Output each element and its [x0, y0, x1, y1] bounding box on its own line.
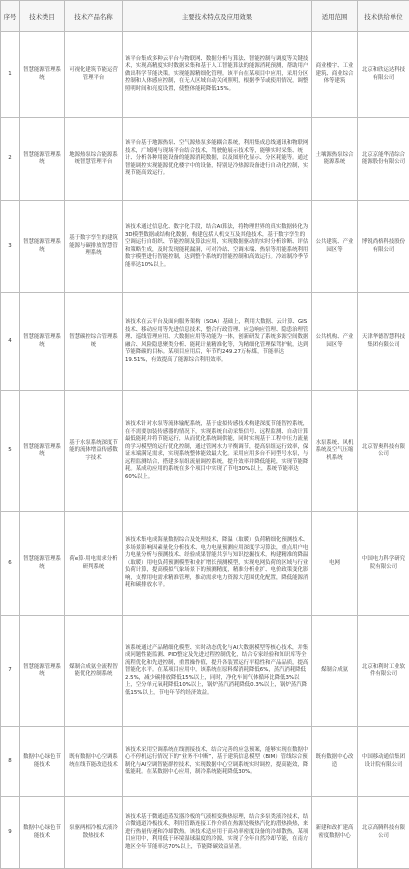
table-row — [1, 797, 409, 869]
table-row — [1, 616, 409, 727]
row-num: 3 — [1, 201, 20, 293]
row-features: 该技术采用空调系统在线割接技术，结合完善的应急预案，能够实现在数据中心不停机运行情况下的“业务不中断”，基于建筑信息模型（BIM）管线综合预制化与AI空调智能群控技术，实现数据中心空调系统实时调控，提高能效，降低能耗。在某数据中心应用，制冷系统能耗降低30%。 — [123, 727, 312, 797]
row-num: 9 — [1, 797, 20, 869]
row-scope: 水泵系统、风机系统及空气压缩机系统 — [312, 391, 358, 512]
row-unit: 北京和欣运达科技有限公司 — [358, 32, 409, 118]
row-num: 8 — [1, 727, 20, 797]
header-category: 技术类目 — [20, 1, 65, 32]
row-unit: 博锐尚格科技股份有限公司 — [358, 201, 409, 293]
row-scope: 公共机构、产业园区等 — [312, 293, 358, 391]
row-scope: 既有数据中心改造 — [312, 727, 358, 797]
row-unit: 北京高腾科技有限公司 — [358, 797, 409, 869]
row-num: 7 — [1, 616, 20, 727]
row-features: 该系统通过产品精细化模型、实时动态优化与AI大数据模型等核心技术，并集成问题性能监测、PID整定及先进过程控制优化，结合专家经验和知识库等全流程优化和先进控制，重置操作值，提升各装置运行平稳性和产品品质，提高智能化水平。在某项目应用中，该系统在原料煤消耗降低6%，蒸汽消耗降低2.5%，减少碳排放降低15%以上，同时，净化车间气体循环比降低3%以上，空分单元氧耗降低10%以上，锅炉蒸汽消耗降低0.3%以上，锅炉蒸汽降低15%以上，节电年节约经济效益。 — [123, 616, 312, 727]
row-category: 数据中心绿色节能技术 — [20, 797, 65, 869]
row-scope: 公共建筑、产业园区等 — [312, 201, 358, 293]
row-scope: 新建和改扩建高密度数据中心 — [312, 797, 358, 869]
row-num: 1 — [1, 32, 20, 118]
row-product-name: 泵驱两相冷板式液冷散热技术 — [65, 797, 123, 869]
row-num: 4 — [1, 293, 20, 391]
row-category: 智慧能源管理系统 — [20, 293, 65, 391]
row-unit: 北京和利时工业软件有限公司 — [358, 616, 409, 727]
row-scope: 电网 — [312, 512, 358, 616]
row-num: 6 — [1, 512, 20, 616]
table-header-row — [1, 1, 409, 32]
row-features: 该技术通过信息化、数字化手段，结合AI算法，将物理世界的真实数据转化为3D模型数据或结构化数据，构建包括人机交互及其他技术，基于数字孪生的空调运行自组织、节能控制及算法应用，实现数据驱动的实时分析诊断、评估和策略生成，及时发现能耗漏洞，可对冷站、空调末端、热泵等用能系统利用数字模型进行智能控制，达到整个系统的智能控制和高效运行。冷站制冷季节能率达10%以上。 — [123, 201, 312, 293]
header-num: 序号 — [1, 1, 20, 32]
row-category: 数据中心绿色节能技术 — [20, 727, 65, 797]
row-category: 智慧能源管理系统 — [20, 616, 65, 727]
row-unit: 天津华德智慧科技集团有限公司 — [358, 293, 409, 391]
row-features: 该技术基于微通道蒸发器冷板的气液相变换热原理，结合多泵类液冷技术，结合微通道冷板技术，利用管路连接工作介质在热源处吸热汽化的潜热换热，来进行热量传递和冷却散热。该技术适应用于高功率密度设备的冷却散热，某项目应用中，利用低于环境湿球温度的冷源，实现了全年自然冷却节能，在南方地区全年节能率达70%以上，节能降碳效益显著。 — [123, 797, 312, 869]
row-scope: 煤制合成氨 — [312, 616, 358, 727]
table-row — [1, 32, 409, 118]
table-row — [1, 391, 409, 512]
row-num: 2 — [1, 118, 20, 201]
row-unit: 中国移动通信集团设计院有限公司 — [358, 727, 409, 797]
row-features: 该技术集电成海量数据综合及处理技术，降温（取暖）负荷精细化预测技术、多场景影响因素量化分析技术、电力电量预测应用深度学习算法，重点用户电力电量分析与预测技术、经验成果智能共享与知识挖掘技术，构建精准的降温（取暖）用电负荷预测模型和业扩增长预测模型，实现电网负荷的区域与行业负荷计算，提高模拟气象场景下的预测精度，精准分析业扩、电价政策变化影响，支撑用电需求精准管理，推动需求电力资源大范围优化配置，降低能源消耗和碳排放水平。 — [123, 512, 312, 616]
row-category: 智慧能源管理系统 — [20, 201, 65, 293]
table-row — [1, 118, 409, 201]
row-product-name: 地源热泵综合能源系统智慧管理平台 — [65, 118, 123, 201]
row-scope: 土壤源热泵综合能源系统 — [312, 118, 358, 201]
row-category: 智慧能源管理系统 — [20, 118, 65, 201]
row-features: 该技术针对水泵等流体输配系统，基于虚拟传感技术构建深度节能智控系统，在不需要加装传感器的情况下，实现系统自动采集信号、远程监测、自动计算最低能耗并将节能运行，从而优化系统调供能，同时实现基于工程中压力流量的学习模型的运行优化控制，通过管网水力平衡调节，提高泵组运行效率，保证末端满足需求，实现系统整体能效最大化。采用应用多台不同型号水泵，与远程监测结合，搭建多泵组流量调控系统，提升效率并降低能耗，实现节能降耗。某成功应用的系统在多个项目中实现了节电30%以上，系统节能率达60%以上。 — [123, 391, 312, 512]
row-features: 该平台基于地源热泵、空气源热泵多能耦合系统，利用集成总线通讯和物联网技术，广域网与现场平台结合技术，驾驶舱展示技术等，能够实时采集、统计、分析各种用能设备的能源消耗数据，以及图形化显示、分区耗能等。通过智能调控实现能源优化楼宇中的设备，特别是冷热源设备进行自动化控制，实现节能高效运行。 — [123, 118, 312, 201]
row-product-name: 煤制合成氨全流程智能优化控制系统 — [65, 616, 123, 727]
header-unit: 技术供给单位 — [358, 1, 409, 32]
table-row — [1, 201, 409, 293]
row-category: 智慧能源管理系统 — [20, 391, 65, 512]
row-product-name: 可视化建筑节能运营管理平台 — [65, 32, 123, 118]
row-category: 智慧能源管理系统 — [20, 512, 65, 616]
table-row — [1, 727, 409, 797]
table-row — [1, 512, 409, 616]
row-unit: 中国电力科学研究院有限公司 — [358, 512, 409, 616]
table-row — [1, 293, 409, 391]
header-features: 主要技术特点及应用效果 — [123, 1, 312, 32]
row-unit: 北京京能华清综合能源股份有限公司 — [358, 118, 409, 201]
row-product-name: 智慧碳控综合管理系统 — [65, 293, 123, 391]
row-features: 该技术在云平台及面向服务架构（SOA）基础上，利用大数据、云计算、GIS技术、移动应用等先进信息技术，整合行政管理、应急响应管理、隐患治理管理、巡线管理应用、大数据应用等功能为一体，创新研发了系统多源空间数据融合、风险隐患聚类分析、能耗计量精准化等，为精细化管理保驾护航，达到节能降碳的目标。某项目应用后，年节约249.27万标煤，节能率达19.51%，有效提高了能源综合利用效率。 — [123, 293, 312, 391]
header-scope: 适用范围 — [312, 1, 358, 32]
row-product-name: 荷e算·用电需求分析研判系统 — [65, 512, 123, 616]
row-num: 5 — [1, 391, 20, 512]
header-product-name: 技术产品名称 — [65, 1, 123, 32]
row-product-name: 既有数据中心空调系统在线节能改造技术 — [65, 727, 123, 797]
row-features: 该平台集成多种云平台与物联网、数据分析与算法、智能控制与调度等关键技术，实现高精度实时数据采集和基于人工智能算法的能源消耗预测，帮助用户做出科学节能决策。实现能源精细化管理。该平台在某项目中应用，采用分区控制和人体感应控制，在无人区域自动关闭照明，根据季节或使用情况，调整照明时间和亮度设置，使整体能耗降低15%。 — [123, 32, 312, 118]
row-unit: 北京智奥科技有限公司 — [358, 391, 409, 512]
row-category: 智慧能源管理系统 — [20, 32, 65, 118]
row-product-name: 基于水泵系统深度节能的流体增益传感数字技术 — [65, 391, 123, 512]
row-scope: 商业楼宇、工业建筑、商业综合体等建筑 — [312, 32, 358, 118]
row-product-name: 基于数字孪生的建筑能源与碳排放智慧管理系统 — [65, 201, 123, 293]
